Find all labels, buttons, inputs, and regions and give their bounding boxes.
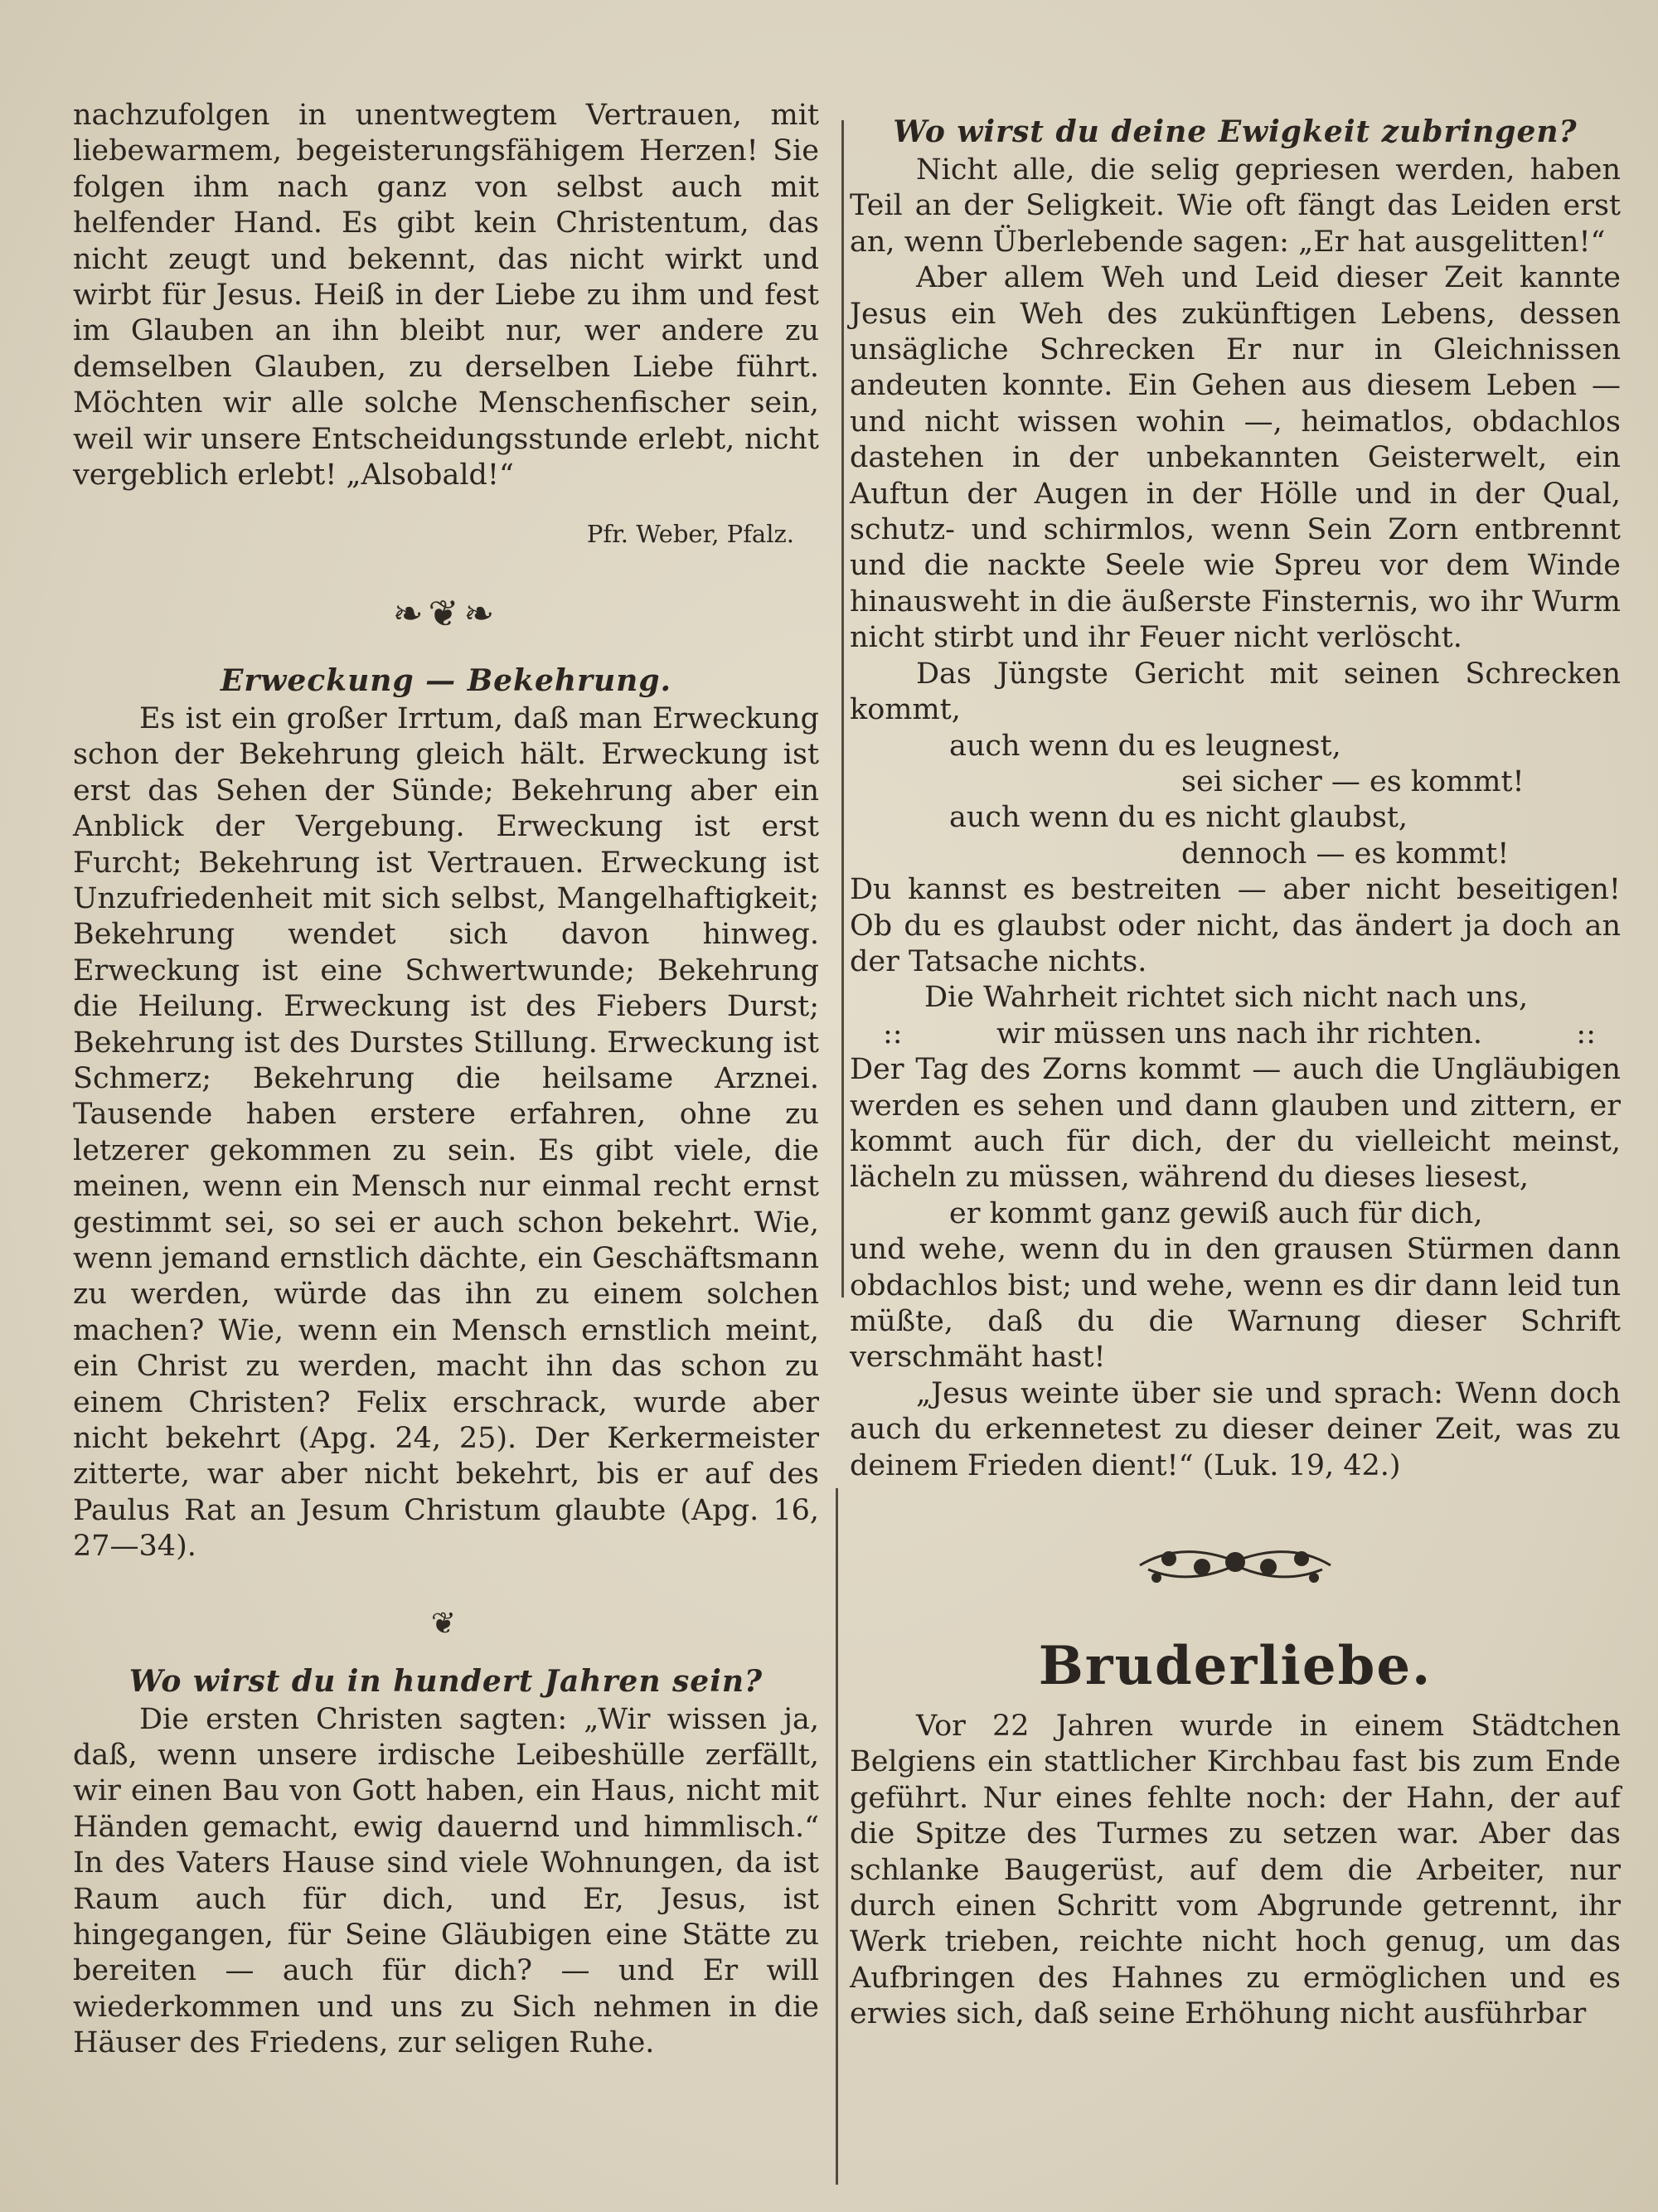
- right-column: [850, 114, 1621, 2033]
- ewigkeit-paragraph-3: Das Jüngste Gericht mit seinen Schrecken kommt,: [850, 657, 1621, 727]
- column-rule-upper: [841, 120, 844, 1298]
- marker-right: ::: [1576, 1016, 1596, 1050]
- article-body-bruderliebe: Vor 22 Jahren wurde in einem Städtchen Belgiens ein stattlicher Kirchbau fast bis zum Ende geführt. Nur eines fehlte noch: der Hahn, der auf die Spitze des Turmes zu setzen war. Aber das schlanke Baugerüst, auf dem die Arbeiter, nur durch einen Schritt vom Abgrunde getrennt, ihr Werk trieben, reichte nicht hoch genug, um das Aufbringen des Hahnes zu ermöglichen und es erwies sich, daß seine Erhöhung nicht ausführbar: [850, 1710, 1621, 2031]
- rose-garland-ornament-icon: [1132, 1532, 1339, 1590]
- floral-ornament-icon: ❧❦❧: [392, 592, 500, 635]
- ewigkeit-line-c: er kommt ganz gewiß auch für dich,: [949, 1196, 1483, 1230]
- article-title-hundert-jahren: Wo wirst du in hundert Jahren sein?: [128, 1663, 764, 1699]
- poem-line: dennoch — es kommt!: [1181, 837, 1510, 871]
- marker-left: ::: [883, 1016, 903, 1050]
- ewigkeit-line-c-wrap: [850, 1196, 1621, 1232]
- truth-line: wir müssen uns nach ihr richten.: [996, 1016, 1482, 1050]
- poem-block: [850, 729, 1621, 873]
- truth-line: Die Wahrheit richtet sich nicht nach uns,: [924, 981, 1529, 1015]
- truth-lines: [850, 980, 1621, 1052]
- ewigkeit-paragraph-6: und wehe, wenn du in den grausen Stürmen dann obdachlos bist; und wehe, wenn es dir dann leid tun müßte, daß du die Warnung dieser Schrift verschmäht hast!: [850, 1233, 1621, 1375]
- ewigkeit-paragraph-5: Der Tag des Zorns kommt — auch die Ungläubigen werden es sehen und dann glauben und zittern, er kommt auch für dich, der du vielleicht meinst, lächeln zu müssen, während du dieses liesest,: [850, 1053, 1621, 1195]
- poem-line: sei sicher — es kommt!: [1181, 764, 1525, 798]
- signature: Pfr. Weber, Pfalz.: [586, 520, 794, 549]
- column-rule-lower: [836, 1488, 838, 2185]
- poem-line: auch wenn du es nicht glaubst,: [949, 801, 1408, 835]
- ewigkeit-paragraph-1: Nicht alle, die selig gepriesen werden, haben Teil an der Seligkeit. Wie oft fängt das Leiden erst an, wenn Überlebende sagen: „Er hat ausgelitten!“: [850, 153, 1621, 259]
- truth-line-with-markers: [850, 1016, 1621, 1052]
- intro-paragraph: nachzufolgen in unentwegtem Vertrauen, mit liebewarmem, begeisterungsfähigem Herzen! Sie folgen ihm nach ganz von selbst auch mit helfender Hand. Es gibt kein Christentum, das nicht zeugt und bekennt, das nicht wirkt und wirbt für Jesus. Heiß in der Liebe zu ihm und fest im Glauben an ihn bleibt nur, wer andere zu demselben Glauben, zu derselben Liebe führt. Möchten wir alle solche Menschenfischer sein, weil wir unsere Entscheidungsstunde erlebt, nicht vergeblich erlebt! „Alsobald!“: [73, 99, 819, 492]
- ewigkeit-paragraph-2: Aber allem Weh und Leid dieser Zeit kannte Jesus ein Weh des zukünftigen Lebens, dessen unsägliche Schrecken Er nur in Gleichnissen andeuten konnte. Ein Gehen aus diesem Leben — und nicht wissen wohin —, heimatlos, obdachlos dastehen in der unbekannten Geisterwelt, ein Auftun der Augen in der Hölle und in der Qual, schutz- und schirmlos, wenn Sein Zorn entbrennt und die nackte Seele wie Spreu vor dem Winde hinausweht in die äußerste Finsternis, wo ihr Wurm nicht stirbt und ihr Feuer nicht verlöscht.: [850, 261, 1621, 655]
- article-title-bruderliebe: Bruderliebe.: [1038, 1635, 1433, 1698]
- ewigkeit-paragraph-7: „Jesus weinte über sie und sprach: Wenn doch auch du erkennetest zu dieser deiner Zeit, was zu deinem Frieden dient!“ (Luk. 19, 42.): [850, 1376, 1621, 1482]
- left-column: [73, 98, 819, 2062]
- poem-line: auch wenn du es leugnest,: [949, 729, 1341, 763]
- article-title-erweckung: Erweckung — Bekehrung.: [220, 662, 672, 698]
- article-body-hundert-jahren: Die ersten Christen sagten: „Wir wissen ja, daß, wenn unsere irdische Leibeshülle zerfällt, wir einen Bau von Gott haben, ein Haus, nicht mit Händen gemacht, ewig dauernd und himmlisch.“ In des Vaters Hause sind viele Wohnungen, da ist Raum auch für dich, und Er, Jesus, ist hingegangen, für Seine Gläubigen eine Stätte zu bereiten — auch für dich? — und Er will wiederkommen und uns zu Sich nehmen in die Häuser des Friedens, zur seligen Ruhe.: [73, 1702, 819, 2060]
- leaf-ornament-icon: ❦: [430, 1606, 462, 1641]
- article-title-ewigkeit: Wo wirst du deine Ewigkeit zubringen?: [893, 114, 1578, 149]
- ewigkeit-paragraph-4: Du kannst es bestreiten — aber nicht beseitigen! Ob du es glaubst oder nicht, das ändert ja doch an der Tatsache nichts.: [850, 873, 1621, 978]
- article-body-erweckung: Es ist ein großer Irrtum, daß man Erweckung schon der Bekehrung gleich hält. Erweckung ist erst das Sehen der Sünde; Bekehrung aber ein Anblick der Vergebung. Erweckung ist erst Furcht; Bekehrung ist Vertrauen. Erweckung ist Unzufriedenheit mit sich selbst, Mangelhaftigkeit; Bekehrung wendet sich davon hinweg. Erweckung ist eine Schwertwunde; Bekehrung die Heilung. Erweckung ist des Fiebers Durst; Bekehrung ist des Durstes Stillung. Erweckung ist Schmerz; Bekehrung die heilsame Arznei. Tausende haben erstere erfahren, ohne zu letzerer gekommen zu sein. Es gibt viele, die meinen, wenn ein Mensch nur einmal recht ernst gestimmt sei, so sei er auch schon bekehrt. Wie, wenn jemand ernstlich dächte, ein Geschäftsmann zu werden, würde das ihn zu einem solchen machen? Wie, wenn ein Mensch ernstlich meint, ein Christ zu werden, macht ihn das schon zu einem Christen? Felix erschrack, wurde aber nicht bekehrt (Apg. 24, 25). Der Kerkermeister zitterte, war aber nicht bekehrt, bis er auf des Paulus Rat an Jesum Christum glaubte (Apg. 16, 27—34).: [73, 701, 819, 1564]
